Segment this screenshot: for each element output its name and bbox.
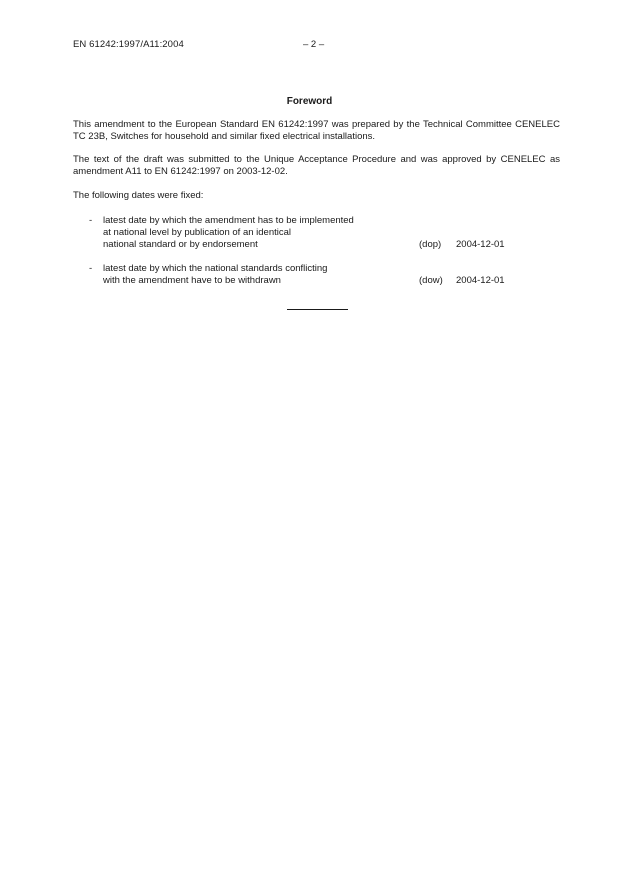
date-abbreviation: (dow) — [419, 275, 443, 286]
foreword-title: Foreword — [286, 96, 333, 107]
date-item-description — [103, 263, 423, 287]
date-abbreviation: (dop) — [419, 239, 442, 250]
date-item-dop — [73, 215, 560, 255]
description-line: national standard or by endorsement — [103, 239, 258, 250]
description-line: at national level by publication of an identical — [103, 227, 292, 238]
list-bullet: - — [89, 215, 93, 226]
foreword-paragraph-2: The text of the draft was submitted to the Unique Acceptance Procedure and was approved by CENELEC as amendment A11 to EN 61242:1997 on 2003-12-02. — [73, 154, 560, 177]
foreword-paragraph-1: This amendment to the European Standard EN 61242:1997 was prepared by the Technical Committee CENELEC TC 23B, Switches for household and similar fixed electrical installations. — [73, 119, 560, 142]
date-value: 2004-12-01 — [456, 275, 505, 286]
description-line: latest date by which the national standards conflicting — [103, 263, 328, 274]
foreword-paragraph-3: The following dates were fixed: — [73, 190, 204, 201]
page-number: – 2 – — [303, 39, 325, 50]
description-line: latest date by which the amendment has to be implemented — [103, 215, 354, 226]
end-of-text-rule — [287, 309, 348, 310]
date-value: 2004-12-01 — [456, 239, 505, 250]
page-header-document-id: EN 61242:1997/A11:2004 — [73, 39, 184, 50]
date-item-description — [103, 215, 423, 251]
description-line: with the amendment have to be withdrawn — [103, 275, 281, 286]
list-bullet: - — [89, 263, 93, 274]
date-item-dow — [73, 263, 560, 291]
